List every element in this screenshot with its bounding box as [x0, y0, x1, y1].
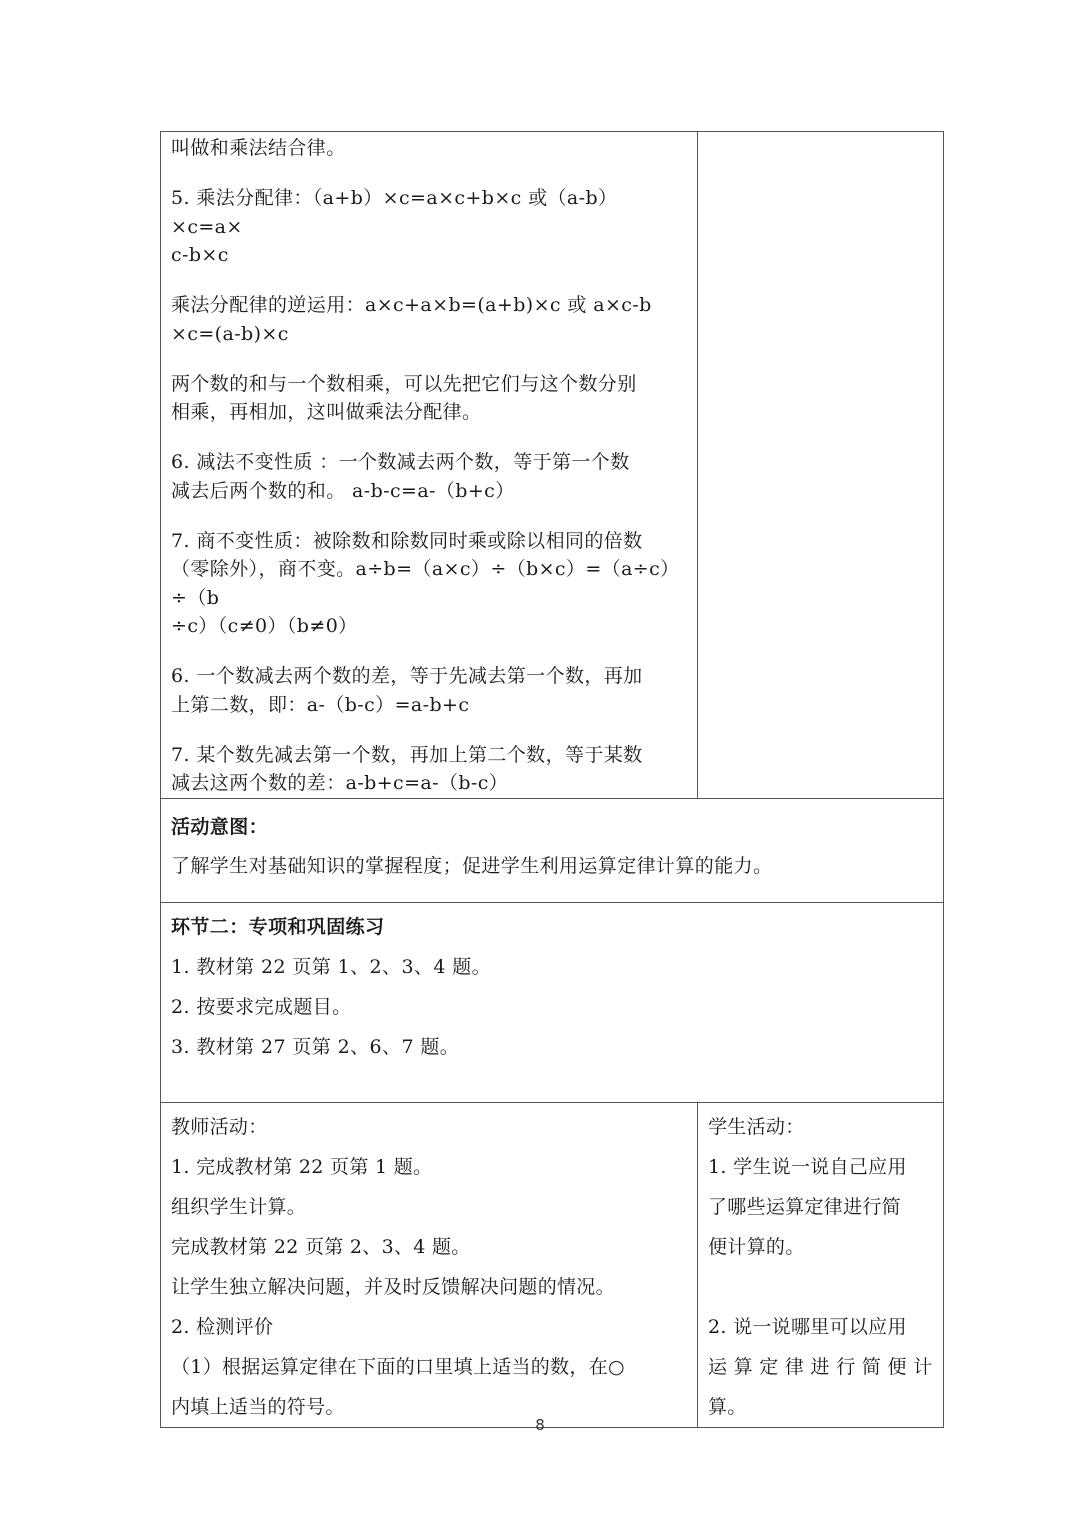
- section2-item: 3. 教材第 27 页第 2、6、7 题。: [171, 1035, 460, 1058]
- rule-line: 7. 某个数先减去第一个数，再加上第二个数，等于某数: [171, 743, 643, 766]
- intent-heading: 活动意图：: [171, 815, 269, 838]
- lesson-plan-table: [160, 131, 944, 1428]
- rule-line: c-b×c: [171, 244, 229, 266]
- teacher-line: 2. 检测评价: [171, 1315, 274, 1338]
- intent-cell: [161, 798, 944, 902]
- student-line: 运 算 定 律 进 行 简 便 计: [708, 1355, 933, 1378]
- section2-row: [161, 902, 944, 1102]
- page-number: 8: [535, 1416, 545, 1434]
- rule-line: ÷c）（c≠0）（b≠0）: [171, 615, 358, 637]
- rule-line: 6. 减法不变性质 ：一个数减去两个数，等于第一个数: [171, 451, 630, 473]
- teacher-line: 完成教材第 22 页第 2、3、4 题。: [171, 1235, 471, 1258]
- teacher-line: 1. 完成教材第 22 页第 1 题。: [171, 1155, 433, 1178]
- rule-line: 6. 一个数减去两个数的差，等于先减去第一个数，再加: [171, 665, 643, 687]
- teacher-line: 内填上适当的符号。: [171, 1395, 345, 1418]
- student-line: 了哪些运算定律进行简: [708, 1195, 902, 1218]
- student-line: 2. 说一说哪里可以应用: [708, 1315, 907, 1338]
- rules-side-cell: [698, 132, 944, 799]
- rule-line: 相乘，再相加，这叫做乘法分配律。: [171, 401, 482, 423]
- section2-item: 2. 按要求完成题目。: [171, 995, 352, 1018]
- rule-line: 减去后两个数的和。 a-b-c=a-（b+c）: [171, 479, 515, 502]
- section2-heading: 环节二：专项和巩固练习: [171, 915, 385, 938]
- teacher-activity-cell: [161, 1102, 698, 1427]
- section2-cell: [161, 902, 944, 1102]
- student-line: 学生活动：: [708, 1115, 805, 1138]
- intent-row: [161, 798, 944, 902]
- rules-row: [161, 132, 944, 799]
- student-activity-cell: [698, 1102, 944, 1427]
- rule-line: 叫做和乘法结合律。: [171, 137, 346, 159]
- student-line: [708, 1267, 935, 1307]
- teacher-line: 教师活动：: [171, 1115, 268, 1138]
- student-line: 算。: [708, 1395, 747, 1418]
- rule-line: （零除外），商不变。a÷b=（a×c）÷（b×c）=（a÷c）÷（b: [171, 558, 680, 609]
- rule-line: 上第二数，即：a-（b-c）=a-b+c: [171, 693, 470, 716]
- activities-row: [161, 1102, 944, 1427]
- rules-cell: [161, 132, 698, 799]
- rule-line: ×c=(a-b)×c: [171, 322, 289, 345]
- student-line: 便计算的。: [708, 1235, 805, 1258]
- section2-item: 1. 教材第 22 页第 1、2、3、4 题。: [171, 955, 492, 978]
- teacher-line: （1）根据运算定律在下面的口里填上适当的数，在○: [171, 1355, 625, 1378]
- rule-line: 两个数的和与一个数相乘，可以先把它们与这个数分别: [171, 372, 637, 395]
- rule-line: 7. 商不变性质：被除数和除数同时乘或除以相同的倍数: [171, 529, 643, 552]
- teacher-line: 让学生独立解决问题，并及时反馈解决问题的情况。: [171, 1275, 615, 1298]
- rule-line: 乘法分配律的逆运用：a×c+a×b=(a+b)×c 或 a×c-b: [171, 294, 652, 316]
- intent-text: 了解学生对基础知识的掌握程度；促进学生利用运算定律计算的能力。: [171, 854, 773, 877]
- teacher-line: 组织学生计算。: [171, 1195, 307, 1218]
- student-line: 1. 学生说一说自己应用: [708, 1155, 907, 1178]
- rule-line: 减去这两个数的差：a-b+c=a-（b-c）: [171, 772, 509, 794]
- rule-line: 5. 乘法分配律：（a+b）×c=a×c+b×c 或（a-b）×c=a×: [171, 187, 618, 238]
